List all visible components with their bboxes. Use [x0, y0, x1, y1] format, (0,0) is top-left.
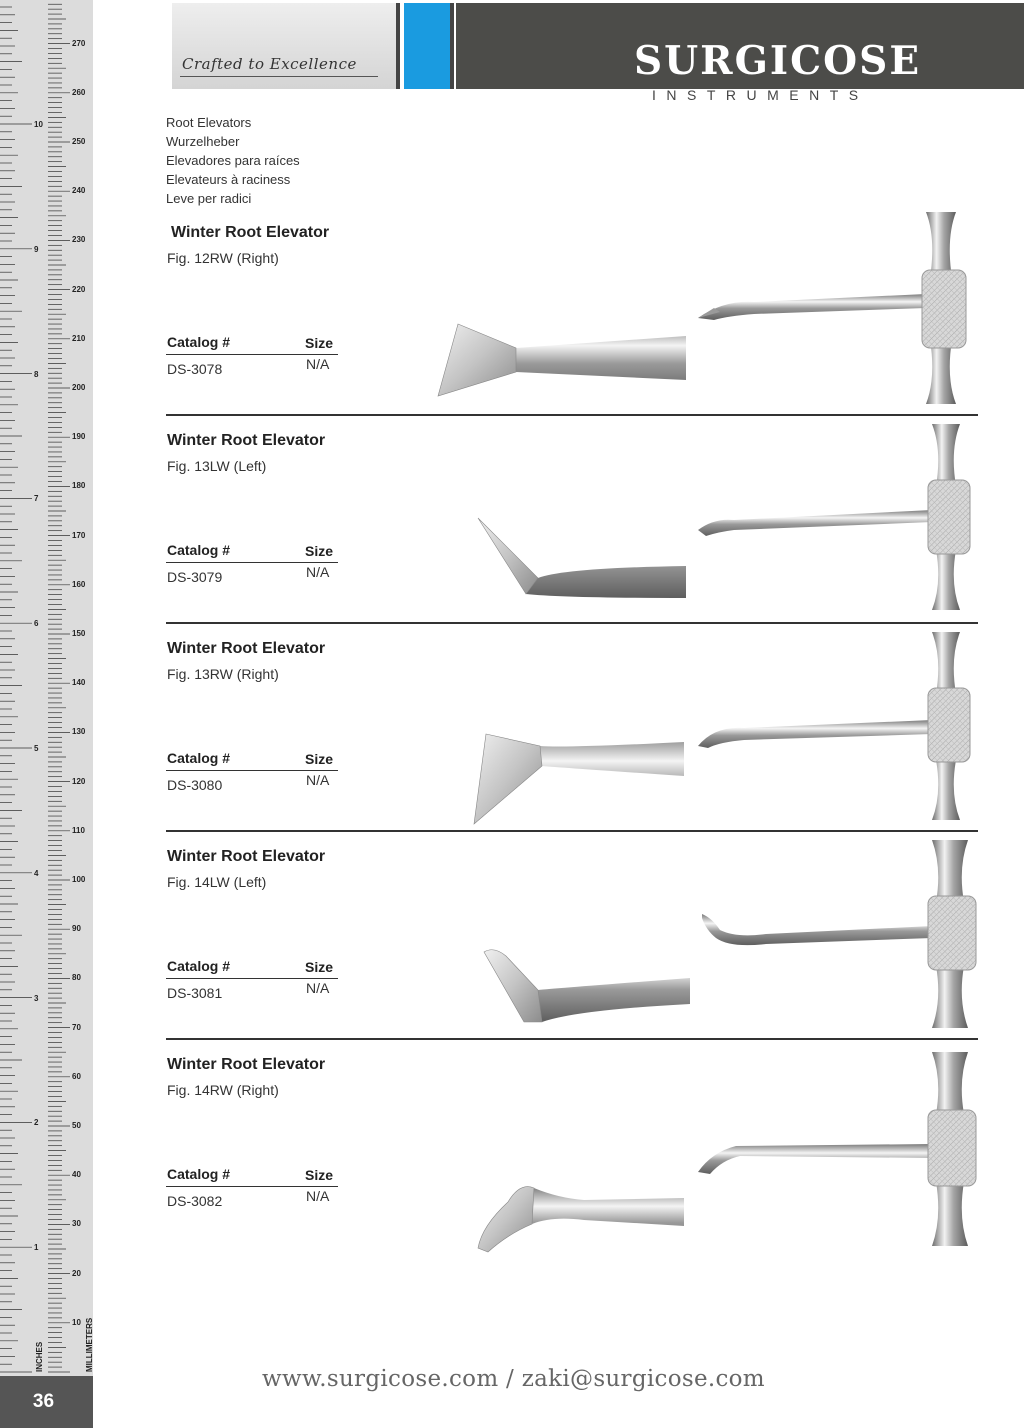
header-tagline-panel: [172, 3, 396, 89]
ruler-mm-number: 200: [72, 383, 86, 392]
page-number: [0, 1376, 93, 1428]
table-rule: [166, 562, 338, 563]
size-label: Size: [305, 1167, 334, 1183]
product-figure-number: Fig. 14RW (Right): [167, 1082, 279, 1098]
ruler-mm-number: 80: [72, 973, 81, 983]
size-label: Size: [305, 959, 334, 975]
product-title: Winter Root Elevator: [167, 432, 326, 449]
page-number-text: 36: [32, 1391, 55, 1412]
tip-closeup-image: [480, 944, 692, 1026]
ruler-inch-number: 5: [34, 744, 39, 753]
instrument-image: [694, 630, 984, 826]
table-rule: [166, 770, 338, 771]
size-value: N/A: [306, 356, 330, 372]
table-rule: [166, 1186, 338, 1187]
product-ds-3078: [166, 208, 978, 416]
product-figure-number: Fig. 13LW (Left): [167, 458, 267, 474]
size-value: N/A: [306, 564, 330, 580]
ruler-inch-number: 7: [34, 494, 39, 504]
ruler-mm-number: 70: [72, 1022, 81, 1032]
brand-logo-name: SURGICOSE: [634, 38, 922, 84]
ruler-mm-number: 60: [72, 1071, 81, 1081]
ruler-inch-number: 9: [34, 244, 39, 254]
ruler-mm-number: 170: [72, 530, 86, 540]
category-name-en: Root Elevators: [166, 115, 252, 130]
category-name-es: Elevadores para raíces: [166, 153, 300, 168]
product-figure-number: Fig. 12RW (Right): [167, 250, 279, 266]
ruler-mm-number: 150: [72, 629, 86, 638]
table-rule: [166, 978, 338, 979]
inches-axis-label: INCHES: [35, 1341, 44, 1372]
product-ds-3082: [166, 1040, 978, 1248]
size-label: Size: [305, 335, 334, 351]
ruler-mm-number: 50: [72, 1121, 81, 1130]
ruler-inch-number: 8: [34, 369, 39, 379]
product-title: Winter Root Elevator: [167, 848, 326, 865]
product-ds-3080: [166, 624, 978, 832]
category-name-de: Wurzelheber: [166, 134, 240, 149]
ruler-mm-number: 90: [72, 924, 81, 934]
size-label: Size: [305, 543, 334, 559]
measurement-ruler: [0, 0, 93, 1428]
ruler-mm-number: 180: [72, 481, 86, 491]
ruler-inch-number: 1: [34, 1243, 39, 1253]
footer-contact[interactable]: www.surgicose.com / zaki@surgicose.com: [262, 1366, 765, 1392]
ruler-inch-number: 4: [34, 868, 39, 878]
ruler-mm-number: 20: [72, 1268, 81, 1278]
catalog-label: Catalog #: [167, 1166, 231, 1182]
ruler-mm-number: 120: [72, 776, 86, 786]
ruler-inch-number: 2: [34, 1118, 39, 1128]
product-figure-number: Fig. 13RW (Right): [167, 666, 279, 682]
tagline-underline: [180, 76, 378, 77]
product-title: Winter Root Elevator: [171, 224, 330, 241]
instrument-image: [696, 838, 986, 1034]
instrument-image: [694, 420, 984, 616]
product-figure-number: Fig. 14LW (Left): [167, 874, 267, 890]
category-name-it: Leve per radici: [166, 191, 252, 206]
category-name-fr: Elevateurs à raciness: [166, 172, 291, 187]
catalog-label: Catalog #: [167, 750, 231, 766]
header-stripe: [396, 3, 400, 89]
instrument-image: [696, 1048, 986, 1254]
tip-closeup-image: [436, 318, 690, 398]
ruler-mm-number: 30: [72, 1219, 81, 1229]
ruler-mm-number: 10: [72, 1317, 81, 1327]
ruler-mm-number: 260: [72, 87, 86, 97]
ruler-inch-number: 3: [34, 993, 39, 1003]
ruler-mm-number: 210: [72, 333, 86, 343]
table-rule: [166, 354, 338, 355]
catalog-number: DS-3079: [167, 569, 223, 585]
ruler-mm-number: 40: [72, 1170, 81, 1180]
ruler-mm-number: 250: [72, 137, 86, 146]
catalog-number: DS-3078: [167, 361, 223, 377]
catalog-label: Catalog #: [167, 958, 231, 974]
tagline: Crafted to Excellence: [182, 55, 357, 73]
ruler-mm-number: 190: [72, 432, 86, 442]
ruler-mm-number: 130: [72, 727, 86, 737]
ruler-mm-number: 140: [72, 678, 86, 688]
ruler-inch-number: 10: [34, 120, 43, 129]
brand-logo-subtitle: INSTRUMENTS: [652, 87, 869, 103]
size-value: N/A: [306, 772, 330, 788]
product-title: Winter Root Elevator: [167, 640, 326, 657]
size-value: N/A: [306, 980, 330, 996]
catalog-label: Catalog #: [167, 542, 231, 558]
ruler-mm-number: 270: [72, 38, 86, 48]
product-ds-3079: [166, 416, 978, 624]
catalog-number: DS-3081: [167, 985, 223, 1001]
header-accent-stripe: [404, 3, 450, 89]
tip-closeup-image: [470, 732, 686, 826]
ruler-mm-number: 110: [72, 825, 85, 835]
ruler-mm-number: 160: [72, 579, 86, 589]
millimeters-axis-label: MILLIMETERS: [85, 1317, 94, 1372]
size-label: Size: [305, 751, 334, 767]
catalog-number: DS-3082: [167, 1193, 223, 1209]
category-names: [166, 113, 300, 208]
size-value: N/A: [306, 1188, 330, 1204]
ruler-mm-number: 240: [72, 186, 86, 196]
product-title: Winter Root Elevator: [167, 1056, 326, 1073]
ruler-mm-number: 220: [72, 284, 86, 294]
header-stripe: [450, 3, 454, 89]
catalog-label: Catalog #: [167, 334, 231, 350]
ruler-mm-number: 100: [72, 875, 86, 884]
tip-closeup-image: [474, 1168, 688, 1254]
catalog-number: DS-3080: [167, 777, 223, 793]
ruler-mm-number: 230: [72, 235, 86, 245]
tip-closeup-image: [474, 516, 690, 602]
product-ds-3081: [166, 832, 978, 1040]
ruler-inch-number: 6: [34, 619, 39, 629]
instrument-image: [694, 208, 984, 408]
